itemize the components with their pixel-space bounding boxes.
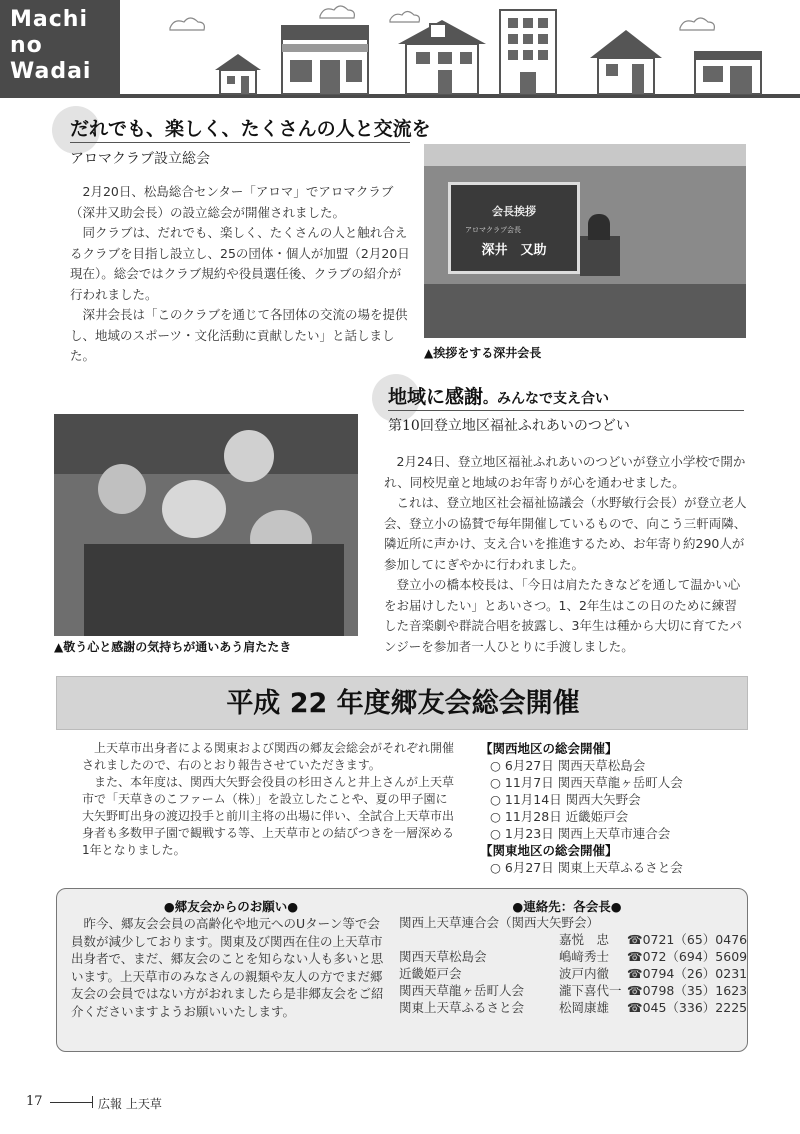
photo-shoulder-massage bbox=[54, 414, 358, 636]
kansai-list-item: ○ 11月14日 関西大矢野会 bbox=[490, 792, 641, 807]
contact-org: 関西上天草連合会（関西大矢野会） bbox=[399, 915, 600, 930]
page-number: 17 bbox=[26, 1094, 43, 1109]
article2-paragraph: これは、登立地区社会福祉協議会（水野敏行会長）が登立老人会、登立小の協賛で毎年開催しているもので、向こう三軒両隣、隣近所に声かけ、支え合いを推進するため、お年寄り約290人が参加してにぎやかに行われました。 bbox=[384, 495, 747, 572]
contact-phone: ☎0794（26）0231 bbox=[627, 966, 748, 981]
contact-name: 松岡康雄 bbox=[559, 1000, 610, 1015]
corner-logo bbox=[0, 0, 120, 98]
kanto-list-item: ○ 6月27日 関東上天草ふるさと会 bbox=[490, 860, 683, 875]
request-text bbox=[71, 915, 389, 1020]
shop-building-icon bbox=[282, 26, 368, 94]
tall-building-icon bbox=[500, 10, 556, 94]
kansai-heading: 【関西地区の総会開催】 bbox=[480, 741, 618, 756]
contact-org: 近畿姫戸会 bbox=[399, 966, 462, 981]
info-box bbox=[56, 888, 748, 1052]
contact-row bbox=[399, 966, 748, 983]
photo-clothing bbox=[84, 544, 344, 636]
house-gable-icon bbox=[590, 30, 662, 94]
article1-paragraph: 同クラブは、だれでも、楽しく、たくさんの人と触れ合えるクラブを目指し設立し、25の団体・個人が加盟（2月20日現在）。総会ではクラブ規約や役員選任後、クラブの紹介が行われました。 bbox=[70, 225, 410, 302]
article1-paragraph: 深井会長は「このクラブを通じて各団体の交流の場を提供し、地域のスポーツ・文化活動に貢献したい」と話しました。 bbox=[70, 307, 408, 363]
article2-subtitle: 第10回登立地区福祉ふれあいのつどい bbox=[388, 418, 630, 434]
request-paragraph: 昨今、郷友会会員の高齢化や地元へのUターン等で会員数が減少しております。関東及び関西在住の上天草市出身者で、まだ、郷友会のことを知らない人も多いと思います。上天草市のみなさんの親類や友人の方でまだ郷友会の会員ではない方がおれましたら是非郷友会をご紹介くださいますようお願いいたします。 bbox=[71, 916, 384, 1019]
article3-banner bbox=[56, 676, 748, 730]
article2-paragraph: 2月24日、登立地区福祉ふれあいのつどいが登立小学校で開かれ、同校児童と地域のお年寄りが心を通わせました。 bbox=[384, 454, 746, 490]
article3-paragraph: また、本年度は、関西大矢野会役員の杉田さんと井上さんが上天草市で「天草きのこファーム（株）」を設立したことや、夏の甲子園に大矢野町出身の渡辺投手と前川主将の出場に伴い、全試合上天草市出身者も多数甲子園で観戦する等、上天草市との結びつきを一層深める1年となりました。 bbox=[82, 775, 455, 857]
screen-line-2: アロマクラブ会長 bbox=[465, 226, 521, 234]
article2-caption: ▲敬う心と感謝の気持ちが通いあう肩たたき bbox=[54, 640, 292, 654]
contact-phone: ☎045（336）2225 bbox=[627, 1000, 748, 1015]
article3-body bbox=[82, 740, 454, 859]
screen-name: 深井 又助 bbox=[481, 243, 547, 258]
photo-face bbox=[162, 480, 226, 538]
kanto-heading: 【関東地区の総会開催】 bbox=[480, 843, 618, 858]
contact-name: 瀧下喜代一 bbox=[559, 983, 622, 998]
article3-paragraph: 上天草市出身者による関東および関西の郷友会総会がそれぞれ開催されましたので、右のとおり報告させていただきます。 bbox=[82, 741, 455, 772]
logo-line-1: Machi bbox=[10, 7, 88, 32]
article2-title-rest: 。みんなで支え合い bbox=[483, 391, 610, 407]
contact-name: 波戸内徹 bbox=[559, 966, 610, 981]
request-heading: ●郷友会からのお願い● bbox=[163, 899, 299, 914]
footer-tick bbox=[92, 1096, 93, 1108]
article2-paragraph: 登立小の橋本校長は、「今日は肩たたきなどを通して温かい心をお届けしたい」とあいさつ。1、2年生はこの日のために練習した音楽劇や群読合唱を披露し、3年生は種から大切に育てたパンジーを参加者一人ひとりに手渡しました。 bbox=[384, 577, 742, 654]
article1-caption: ▲挨拶をする深井会長 bbox=[424, 346, 542, 360]
article2-title bbox=[388, 382, 609, 409]
article1-body bbox=[70, 182, 410, 367]
contact-org: 関東上天草ふるさと会 bbox=[399, 1000, 525, 1015]
article2-title-rule bbox=[388, 410, 744, 411]
article1-title: だれでも、楽しく、たくさんの人と交流を bbox=[70, 118, 431, 140]
kansai-list bbox=[480, 757, 748, 842]
photo-audience bbox=[424, 284, 746, 338]
photo-speech bbox=[424, 144, 746, 338]
contact-phone: ☎0798（35）1623 bbox=[627, 983, 748, 998]
contact-phone: ☎0721（65）0476 bbox=[627, 932, 748, 947]
contact-list bbox=[399, 915, 748, 1017]
kansai-list-item: ○ 1月23日 関西上天草市連合会 bbox=[490, 826, 671, 841]
town-illustration bbox=[120, 0, 800, 96]
kansai-list-item: ○ 11月7日 関西天草龍ヶ岳町人会 bbox=[490, 775, 683, 790]
logo-line-3: Wadai bbox=[10, 59, 92, 84]
logo-line-2: no bbox=[10, 33, 43, 58]
article3-banner-title: 平成 22 年度郷友会総会開催 bbox=[226, 688, 580, 719]
contact-name: 嶋﨑秀士 bbox=[559, 949, 610, 964]
article2-body bbox=[384, 452, 748, 657]
kanto-list bbox=[480, 859, 748, 876]
article1-title-rule bbox=[70, 142, 410, 143]
contact-row bbox=[399, 1000, 748, 1017]
photo-ceiling bbox=[424, 144, 746, 166]
house-small-icon bbox=[215, 54, 261, 94]
kansai-list-item: ○ 6月27日 関西天草松島会 bbox=[490, 758, 646, 773]
projection-screen bbox=[448, 182, 580, 274]
publication-name: 広報 上天草 bbox=[98, 1097, 162, 1111]
contact-heading: ●連絡先：各会長● bbox=[512, 899, 622, 914]
article1-paragraph: 2月20日、松島総合センター「アロマ」でアロマクラブ（深井又助会長）の設立総会が開催されました。 bbox=[70, 184, 394, 220]
house-dormer-icon bbox=[398, 20, 486, 94]
photo-speaker bbox=[588, 214, 610, 240]
kansai-list-item: ○ 11月28日 近畿姫戸会 bbox=[490, 809, 629, 824]
photo-podium bbox=[580, 236, 620, 276]
contact-phone: ☎072（694）5609 bbox=[627, 949, 748, 964]
footer-rule bbox=[50, 1102, 92, 1103]
screen-line-1: 会長挨拶 bbox=[492, 205, 536, 218]
contact-org: 関西天草松島会 bbox=[399, 949, 487, 964]
contact-row bbox=[399, 983, 748, 1000]
low-shop-icon bbox=[695, 52, 761, 94]
photo-crowd bbox=[54, 414, 358, 474]
photo-face bbox=[98, 464, 146, 514]
contact-row bbox=[399, 915, 741, 932]
meeting-list bbox=[480, 740, 748, 876]
contact-row bbox=[399, 949, 748, 966]
article1-subtitle: アロマクラブ設立総会 bbox=[70, 151, 210, 167]
contact-org: 関西天草龍ヶ岳町人会 bbox=[399, 983, 525, 998]
contact-name: 嘉悦 忠 bbox=[559, 932, 610, 947]
photo-face bbox=[224, 430, 274, 482]
article2-title-main: 地域に感謝 bbox=[388, 386, 484, 408]
contact-row bbox=[399, 932, 748, 949]
